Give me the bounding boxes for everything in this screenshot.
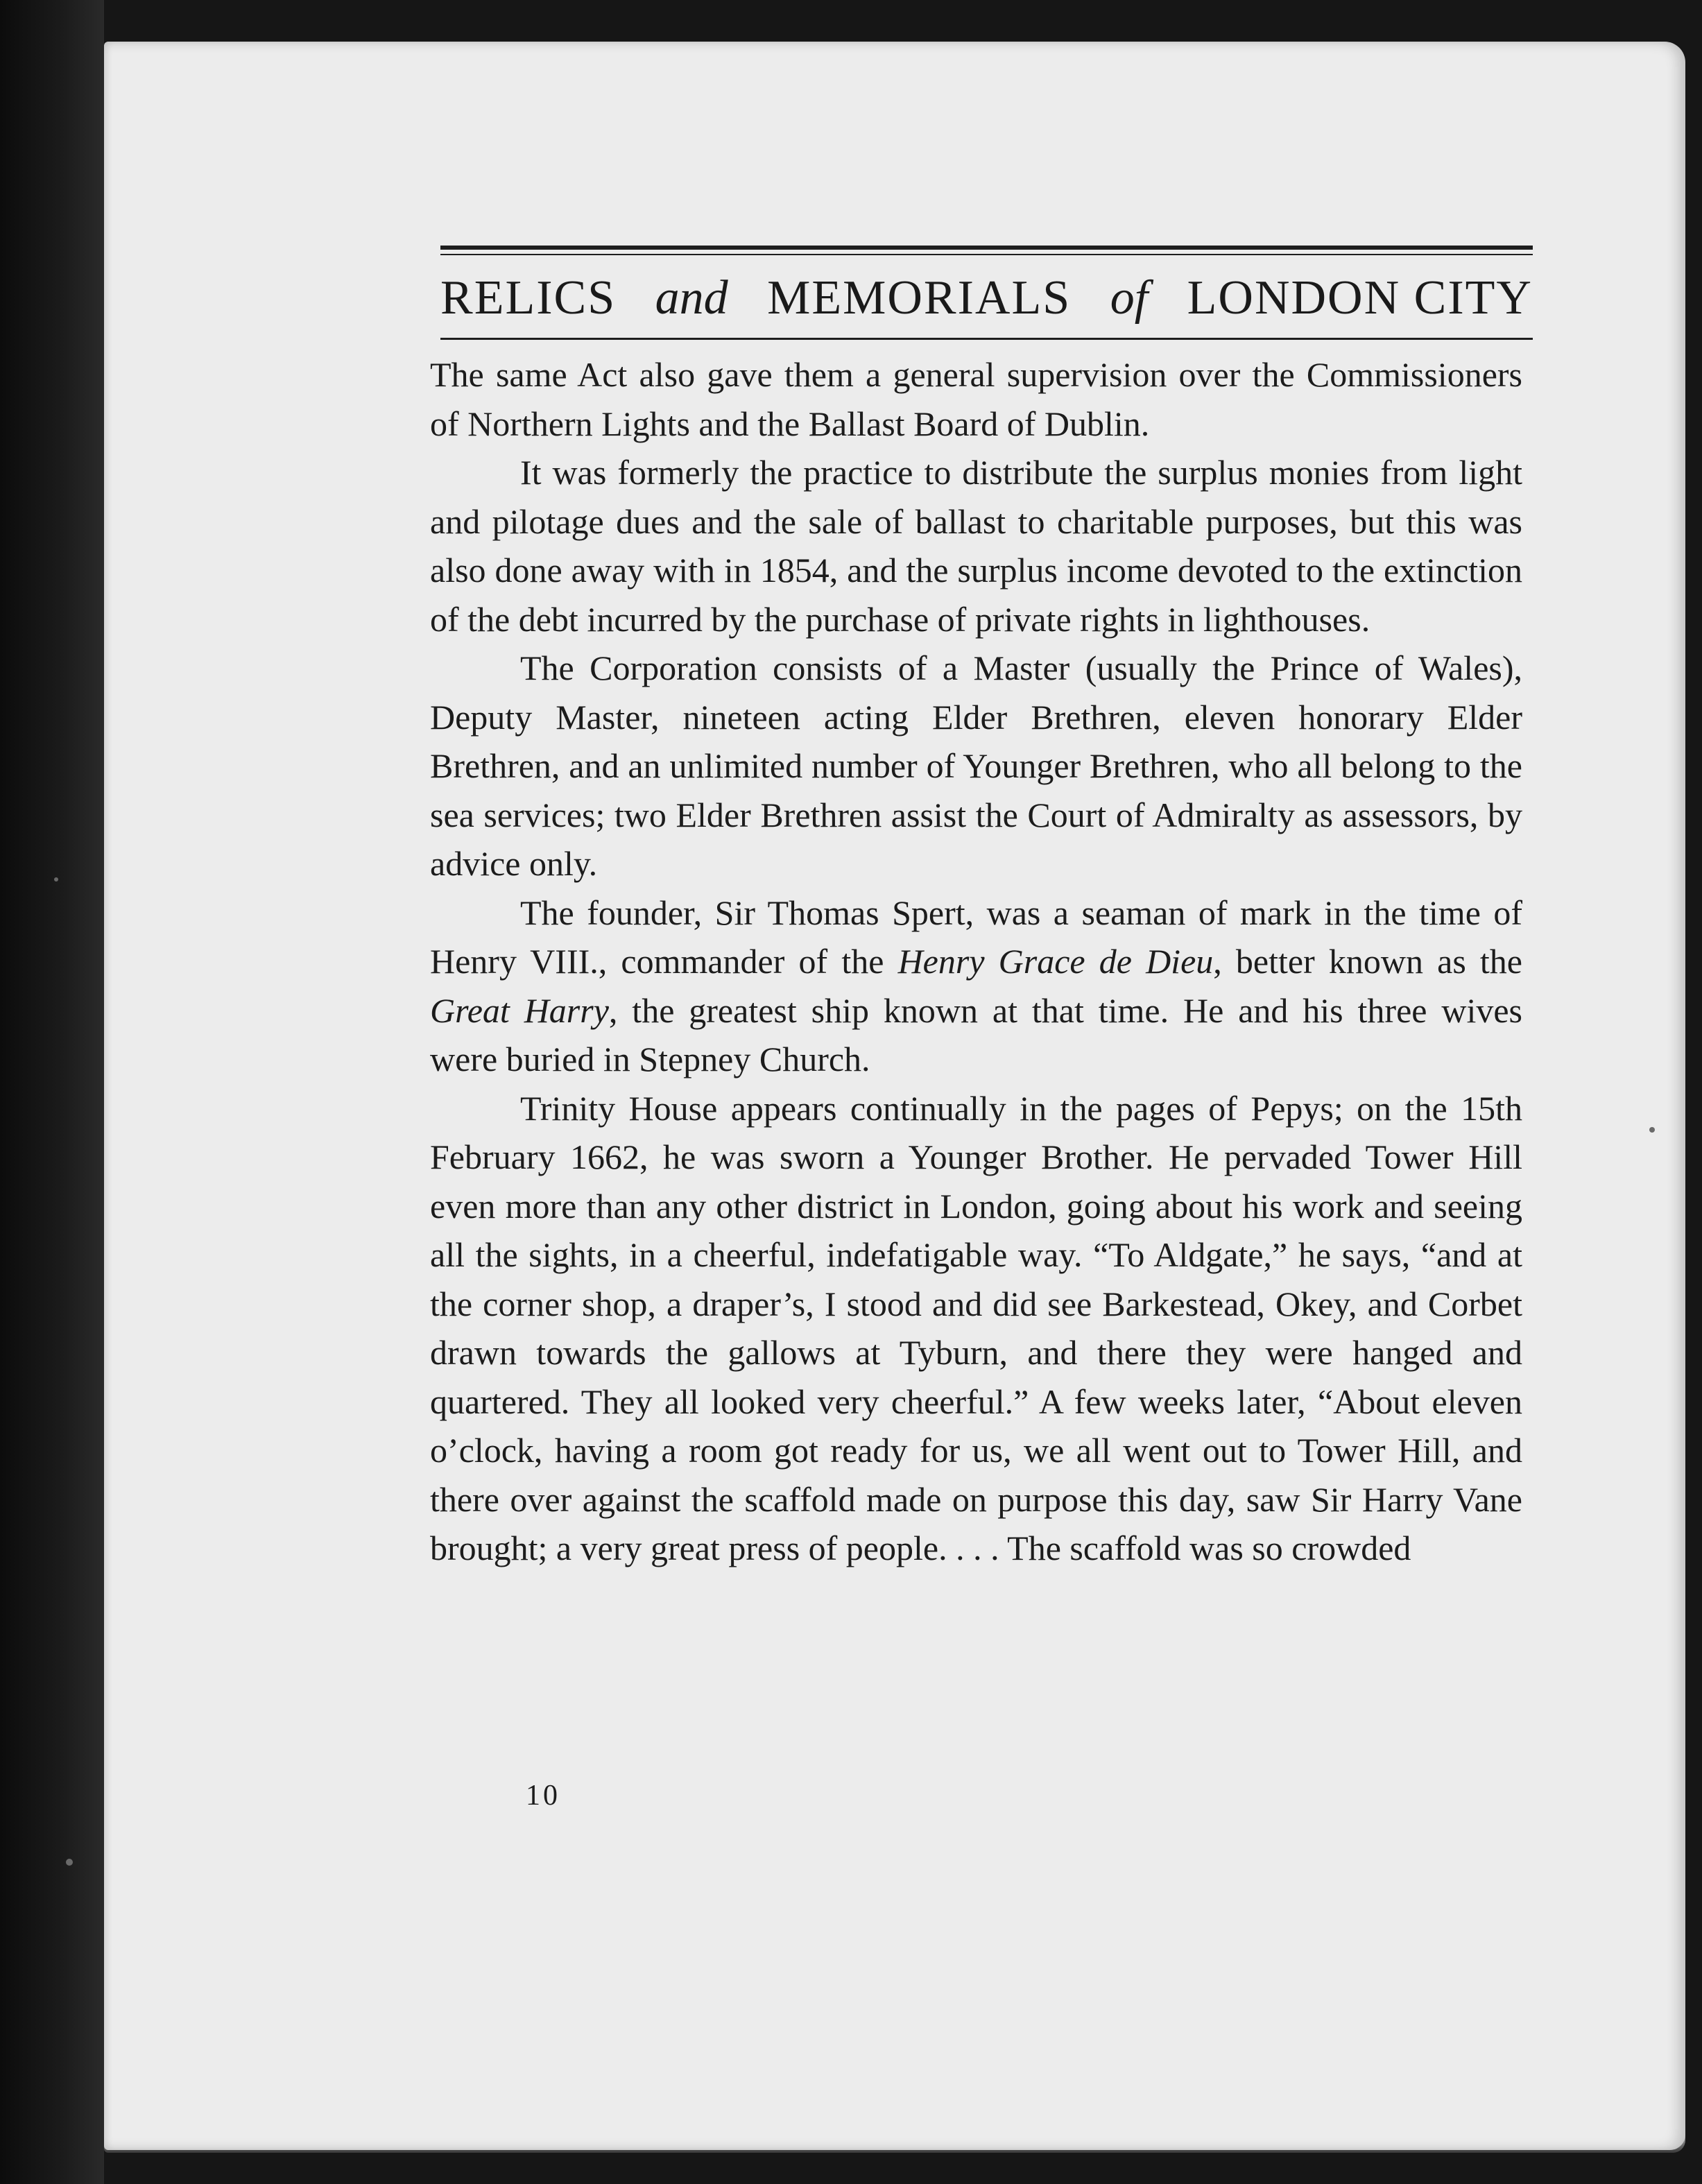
running-head [440, 264, 1533, 333]
running-head-relics: RELICS [440, 271, 617, 325]
header-rule-thick [440, 246, 1533, 250]
paragraph-1: The same Act also gave them a general supervision over the Commissioners of Northern Lights and the Ballast Board of Dublin. [430, 355, 1522, 443]
paragraph-5: Trinity House appears continually in the pages of Pepys; on the 15th February 1662, he was sworn a Younger Brother. He pervaded Tower Hill even more than any other district in London, going about his work and seeing all the sights, in a cheerful, indefatigable way. “To Aldgate,” he says, “and at the corner shop, a draper’s, I stood and did see Barkestead, Okey, and Corbet drawn towards the gallows at Tyburn, and there they were hanged and quartered. They all looked very cheerful.” A few weeks later, “About eleven o’clock, having a room got ready for us, we all went out to Tower Hill, and there over against the scaffold made on purpose this day, saw Sir Harry Vane brought; a very great press of people. . . . The scaffold was so crowded [430, 1088, 1522, 1567]
body-text [430, 350, 1522, 1573]
running-head-of: of [1110, 271, 1149, 325]
paragraph-2: It was formerly the practice to distribute the surplus monies from light and pilotage dues and the sale of ballast to charitable purposes, but this was also done away with in 1854, and the surplus income devoted to the extinction of the debt incurred by the purchase of private rights in lighthouses. [430, 453, 1522, 639]
running-head-memorials: MEMORIALS [767, 271, 1072, 325]
scan-speck [54, 877, 58, 882]
ship-name-great-harry: Great Harry [430, 990, 609, 1030]
header-rule-bottom [440, 338, 1533, 340]
running-head-london-city: LONDON CITY [1187, 271, 1533, 325]
scan-speck [1649, 1127, 1655, 1133]
running-head-and: and [655, 271, 728, 325]
paragraph-3: The Corporation consists of a Master (usually the Prince of Wales), Deputy Master, nineteen acting Elder Brethren, eleven honorary Elder Brethren, and an unlimited number of Younger Brethren, who all belong to the sea services; two Elder Brethren assist the Court of Admiralty as assessors, by advice only. [430, 648, 1522, 883]
paragraph-4 [430, 888, 1522, 1084]
page-number: 10 [526, 1780, 560, 1812]
header-rule-thin [440, 254, 1533, 255]
ship-name-henry-grace: Henry Grace de Dieu [897, 942, 1214, 981]
paragraph-4-part-a: The founder, Sir Thomas Spert, was a seaman of mark in the time of Henry VIII., commander of the [430, 893, 1522, 981]
paragraph-4-part-b: , better known as the [1213, 942, 1522, 981]
scan-background [0, 0, 104, 2184]
scan-speck [66, 1859, 73, 1866]
paragraph-4-part-c: , the greatest ship known at that time. He and his three wives were buried in Stepney Church. [430, 990, 1522, 1078]
